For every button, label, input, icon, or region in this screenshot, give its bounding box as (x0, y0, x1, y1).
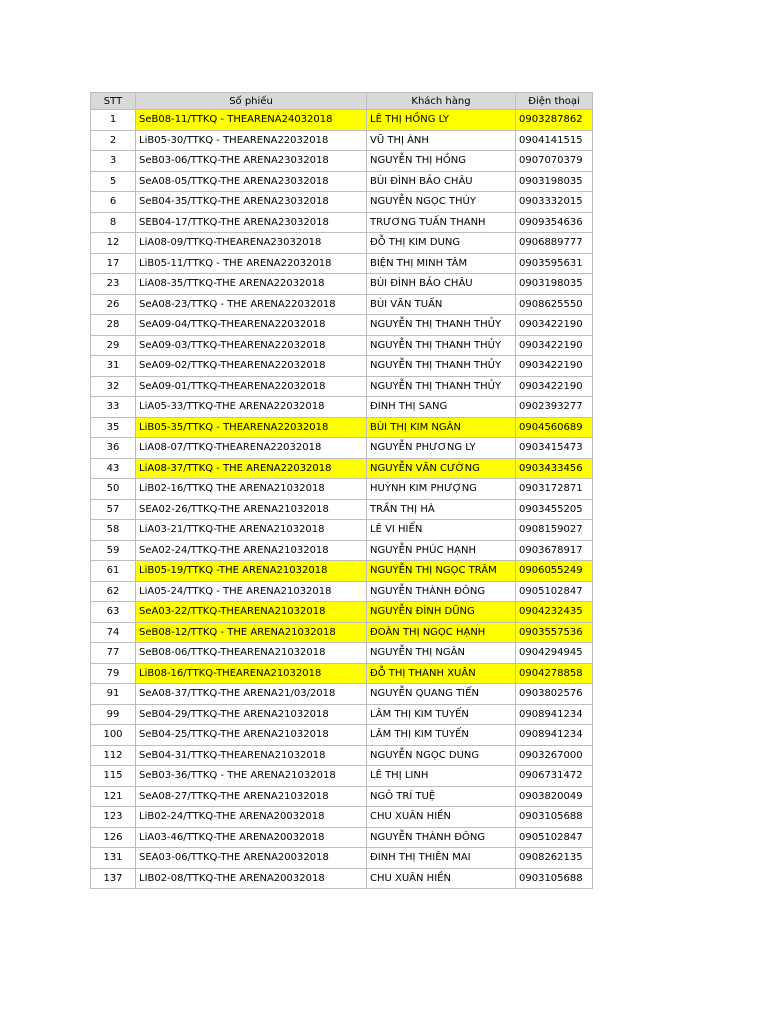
cell-stt: 59 (91, 540, 136, 561)
cell-dien-thoai: 0903802576 (516, 684, 593, 705)
cell-khach-hang: NGUYỄN QUANG TIẾN (367, 684, 516, 705)
table-row (91, 602, 593, 623)
cell-dien-thoai: 0905102847 (516, 827, 593, 848)
cell-dien-thoai: 0908262135 (516, 848, 593, 869)
cell-khach-hang: HUỲNH KIM PHƯỢNG (367, 479, 516, 500)
table-row (91, 397, 593, 418)
table-row (91, 110, 593, 131)
cell-dien-thoai: 0903422190 (516, 356, 593, 377)
table-body (91, 110, 593, 889)
table-row (91, 786, 593, 807)
cell-khach-hang: BÙI THỊ KIM NGÂN (367, 417, 516, 438)
table-row (91, 581, 593, 602)
cell-so-phieu: SEB04-17/TTKQ-THE ARENA23032018 (136, 212, 367, 233)
cell-so-phieu: SeB04-25/TTKQ-THE ARENA21032018 (136, 725, 367, 746)
cell-dien-thoai: 0909354636 (516, 212, 593, 233)
cell-stt: 33 (91, 397, 136, 418)
cell-dien-thoai: 0903595631 (516, 253, 593, 274)
cell-stt: 123 (91, 807, 136, 828)
cell-so-phieu: SeB03-36/TTKQ - THE ARENA21032018 (136, 766, 367, 787)
table-row (91, 315, 593, 336)
table-row (91, 561, 593, 582)
cell-so-phieu: SeB04-35/TTKQ-THE ARENA23032018 (136, 192, 367, 213)
cell-dien-thoai: 0904278858 (516, 663, 593, 684)
table-row (91, 130, 593, 151)
cell-khach-hang: BIỆN THỊ MINH TÂM (367, 253, 516, 274)
table-row (91, 233, 593, 254)
cell-stt: 23 (91, 274, 136, 295)
cell-stt: 31 (91, 356, 136, 377)
header-khach-hang: Khách hàng (367, 93, 516, 110)
cell-khach-hang: CHU XUÂN HIỀN (367, 868, 516, 889)
cell-khach-hang: LÂM THỊ KIM TUYẾN (367, 704, 516, 725)
table-row (91, 868, 593, 889)
cell-stt: 91 (91, 684, 136, 705)
cell-so-phieu: SeB04-31/TTKQ-THEARENA21032018 (136, 745, 367, 766)
cell-khach-hang: ĐỖ THỊ THANH XUÂN (367, 663, 516, 684)
cell-khach-hang: LÂM THỊ KIM TUYẾN (367, 725, 516, 746)
cell-dien-thoai: 0903820049 (516, 786, 593, 807)
cell-dien-thoai: 0903198035 (516, 171, 593, 192)
cell-stt: 137 (91, 868, 136, 889)
cell-dien-thoai: 0903267000 (516, 745, 593, 766)
cell-stt: 28 (91, 315, 136, 336)
cell-dien-thoai: 0904141515 (516, 130, 593, 151)
cell-so-phieu: SEA03-06/TTKQ-THE ARENA20032018 (136, 848, 367, 869)
table-row (91, 376, 593, 397)
cell-dien-thoai: 0903422190 (516, 335, 593, 356)
cell-dien-thoai: 0903455205 (516, 499, 593, 520)
cell-stt: 35 (91, 417, 136, 438)
table-row (91, 438, 593, 459)
cell-so-phieu: SeA08-23/TTKQ - THE ARENA22032018 (136, 294, 367, 315)
cell-stt: 79 (91, 663, 136, 684)
cell-so-phieu: LiB05-19/TTKQ -THE ARENA21032018 (136, 561, 367, 582)
cell-so-phieu: SeB08-11/TTKQ - THEARENA24032018 (136, 110, 367, 131)
cell-khach-hang: ĐOÀN THỊ NGỌC HẠNH (367, 622, 516, 643)
cell-khach-hang: NGUYỄN THỊ THANH THỦY (367, 315, 516, 336)
cell-stt: 112 (91, 745, 136, 766)
table-row (91, 335, 593, 356)
cell-stt: 99 (91, 704, 136, 725)
cell-so-phieu: SeA08-27/TTKQ-THE ARENA21032018 (136, 786, 367, 807)
cell-so-phieu: LiA08-07/TTKQ-THEARENA22032018 (136, 438, 367, 459)
cell-so-phieu: SeB04-29/TTKQ-THE ARENA21032018 (136, 704, 367, 725)
cell-so-phieu: LiB05-11/TTKQ - THE ARENA22032018 (136, 253, 367, 274)
customer-table (90, 92, 593, 889)
cell-so-phieu: SeA03-22/TTKQ-THEARENA21032018 (136, 602, 367, 623)
cell-so-phieu: LiA03-21/TTKQ-THE ARENA21032018 (136, 520, 367, 541)
cell-stt: 50 (91, 479, 136, 500)
cell-so-phieu: SeA02-24/TTKQ-THE ARENA21032018 (136, 540, 367, 561)
table-row (91, 704, 593, 725)
cell-dien-thoai: 0903105688 (516, 868, 593, 889)
cell-dien-thoai: 0908159027 (516, 520, 593, 541)
cell-dien-thoai: 0903557536 (516, 622, 593, 643)
cell-khach-hang: ĐỖ THỊ KIM DUNG (367, 233, 516, 254)
cell-dien-thoai: 0908941234 (516, 725, 593, 746)
cell-dien-thoai: 0903415473 (516, 438, 593, 459)
cell-khach-hang: BÙI ĐÌNH BẢO CHÂU (367, 171, 516, 192)
cell-so-phieu: LiA08-35/TTKQ-THE ARENA22032018 (136, 274, 367, 295)
cell-khach-hang: VŨ THỊ ÁNH (367, 130, 516, 151)
cell-khach-hang: NGUYỄN VĂN CƯỜNG (367, 458, 516, 479)
cell-dien-thoai: 0907070379 (516, 151, 593, 172)
cell-stt: 36 (91, 438, 136, 459)
cell-so-phieu: SeB03-06/TTKQ-THE ARENA23032018 (136, 151, 367, 172)
cell-khach-hang: TRƯƠNG TUẤN THANH (367, 212, 516, 233)
cell-khach-hang: NGÔ TRÍ TUỆ (367, 786, 516, 807)
cell-stt: 131 (91, 848, 136, 869)
cell-dien-thoai: 0903287862 (516, 110, 593, 131)
cell-khach-hang: LÊ VI HIỂN (367, 520, 516, 541)
table-row (91, 725, 593, 746)
table-row (91, 622, 593, 643)
header-row (91, 93, 593, 110)
header-so-phieu: Số phiếu (136, 93, 367, 110)
cell-so-phieu: LiA08-09/TTKQ-THEARENA23032018 (136, 233, 367, 254)
cell-stt: 77 (91, 643, 136, 664)
cell-stt: 26 (91, 294, 136, 315)
cell-stt: 62 (91, 581, 136, 602)
table-row (91, 745, 593, 766)
cell-dien-thoai: 0904294945 (516, 643, 593, 664)
table-row (91, 807, 593, 828)
cell-stt: 115 (91, 766, 136, 787)
table-row (91, 499, 593, 520)
header-stt: STT (91, 93, 136, 110)
cell-khach-hang: NGUYỄN PHÚC HẠNH (367, 540, 516, 561)
cell-dien-thoai: 0903422190 (516, 376, 593, 397)
cell-stt: 57 (91, 499, 136, 520)
cell-dien-thoai: 0906889777 (516, 233, 593, 254)
cell-stt: 3 (91, 151, 136, 172)
cell-khach-hang: ĐINH THỊ SANG (367, 397, 516, 418)
cell-stt: 12 (91, 233, 136, 254)
cell-dien-thoai: 0903332015 (516, 192, 593, 213)
table-row (91, 684, 593, 705)
cell-khach-hang: BÙI ĐÌNH BẢO CHÂU (367, 274, 516, 295)
cell-khach-hang: LÊ THỊ HỒNG LY (367, 110, 516, 131)
table-row (91, 274, 593, 295)
cell-khach-hang: NGUYỄN NGỌC THÚY (367, 192, 516, 213)
table-row (91, 766, 593, 787)
cell-so-phieu: SeA09-02/TTKQ-THEARENA22032018 (136, 356, 367, 377)
cell-dien-thoai: 0903172871 (516, 479, 593, 500)
cell-dien-thoai: 0902393277 (516, 397, 593, 418)
cell-dien-thoai: 0908625550 (516, 294, 593, 315)
cell-stt: 63 (91, 602, 136, 623)
table-row (91, 848, 593, 869)
cell-so-phieu: SeA08-05/TTKQ-THE ARENA23032018 (136, 171, 367, 192)
cell-khach-hang: NGUYỄN THỊ NGỌC TRÂM (367, 561, 516, 582)
cell-so-phieu: LiB08-16/TTKQ-THEARENA21032018 (136, 663, 367, 684)
cell-dien-thoai: 0903433456 (516, 458, 593, 479)
cell-khach-hang: CHU XUÂN HIỀN (367, 807, 516, 828)
cell-khach-hang: TRẦN THỊ HÀ (367, 499, 516, 520)
cell-stt: 100 (91, 725, 136, 746)
cell-so-phieu: LiA05-24/TTKQ - THE ARENA21032018 (136, 581, 367, 602)
cell-stt: 8 (91, 212, 136, 233)
cell-stt: 6 (91, 192, 136, 213)
cell-khach-hang: ĐINH THỊ THIÊN MAI (367, 848, 516, 869)
cell-khach-hang: NGUYỄN PHƯƠNG LY (367, 438, 516, 459)
cell-stt: 121 (91, 786, 136, 807)
cell-dien-thoai: 0906055249 (516, 561, 593, 582)
cell-stt: 1 (91, 110, 136, 131)
cell-dien-thoai: 0904232435 (516, 602, 593, 623)
cell-stt: 43 (91, 458, 136, 479)
cell-khach-hang: NGUYỄN THÀNH ĐÔNG (367, 827, 516, 848)
cell-so-phieu: SeB08-06/TTKQ-THEARENA21032018 (136, 643, 367, 664)
table-row (91, 663, 593, 684)
cell-so-phieu: LiA08-37/TTKQ - THE ARENA22032018 (136, 458, 367, 479)
cell-khach-hang: NGUYỄN NGỌC DUNG (367, 745, 516, 766)
cell-dien-thoai: 0908941234 (516, 704, 593, 725)
cell-stt: 32 (91, 376, 136, 397)
cell-dien-thoai: 0906731472 (516, 766, 593, 787)
cell-stt: 58 (91, 520, 136, 541)
cell-so-phieu: SeA09-03/TTKQ-THEARENA22032018 (136, 335, 367, 356)
cell-khach-hang: NGUYỄN THỊ HỒNG (367, 151, 516, 172)
table-row (91, 151, 593, 172)
cell-stt: 61 (91, 561, 136, 582)
table-row (91, 520, 593, 541)
table-row (91, 192, 593, 213)
cell-so-phieu: LiB05-35/TTKQ - THEARENA22032018 (136, 417, 367, 438)
cell-stt: 5 (91, 171, 136, 192)
table-row (91, 540, 593, 561)
cell-dien-thoai: 0903198035 (516, 274, 593, 295)
table-row (91, 253, 593, 274)
cell-khach-hang: NGUYỄN THỊ NGÂN (367, 643, 516, 664)
cell-khach-hang: NGUYỄN ĐÌNH DŨNG (367, 602, 516, 623)
cell-so-phieu: SeA08-37/TTKQ-THE ARENA21/03/2018 (136, 684, 367, 705)
cell-so-phieu: LiB02-16/TTKQ THE ARENA21032018 (136, 479, 367, 500)
table-row (91, 294, 593, 315)
table-row (91, 479, 593, 500)
cell-so-phieu: LIB02-08/TTKQ-THE ARENA20032018 (136, 868, 367, 889)
cell-khach-hang: NGUYỄN THỊ THANH THỦY (367, 335, 516, 356)
cell-so-phieu: LiA05-33/TTKQ-THE ARENA22032018 (136, 397, 367, 418)
cell-dien-thoai: 0903422190 (516, 315, 593, 336)
table-row (91, 643, 593, 664)
table-row (91, 212, 593, 233)
cell-stt: 29 (91, 335, 136, 356)
cell-so-phieu: SeB08-12/TTKQ - THE ARENA21032018 (136, 622, 367, 643)
cell-stt: 17 (91, 253, 136, 274)
cell-stt: 2 (91, 130, 136, 151)
cell-so-phieu: LiB02-24/TTKQ-THE ARENA20032018 (136, 807, 367, 828)
cell-so-phieu: SEA02-26/TTKQ-THE ARENA21032018 (136, 499, 367, 520)
cell-so-phieu: SeA09-04/TTKQ-THEARENA22032018 (136, 315, 367, 336)
cell-dien-thoai: 0903105688 (516, 807, 593, 828)
cell-stt: 126 (91, 827, 136, 848)
cell-khach-hang: NGUYỄN THÀNH ĐÔNG (367, 581, 516, 602)
cell-khach-hang: BÙI VĂN TUẤN (367, 294, 516, 315)
table-row (91, 458, 593, 479)
table-row (91, 171, 593, 192)
cell-dien-thoai: 0904560689 (516, 417, 593, 438)
cell-dien-thoai: 0905102847 (516, 581, 593, 602)
cell-so-phieu: LiA03-46/TTKQ-THE ARENA20032018 (136, 827, 367, 848)
header-dien-thoai: Điện thoại (516, 93, 593, 110)
cell-dien-thoai: 0903678917 (516, 540, 593, 561)
cell-khach-hang: NGUYỄN THỊ THANH THỦY (367, 376, 516, 397)
table-row (91, 417, 593, 438)
cell-so-phieu: LiB05-30/TTKQ - THEARENA22032018 (136, 130, 367, 151)
cell-so-phieu: SeA09-01/TTKQ-THEARENA22032018 (136, 376, 367, 397)
cell-khach-hang: NGUYỄN THỊ THANH THỦY (367, 356, 516, 377)
cell-stt: 74 (91, 622, 136, 643)
table-row (91, 356, 593, 377)
table-row (91, 827, 593, 848)
cell-khach-hang: LÊ THỊ LINH (367, 766, 516, 787)
